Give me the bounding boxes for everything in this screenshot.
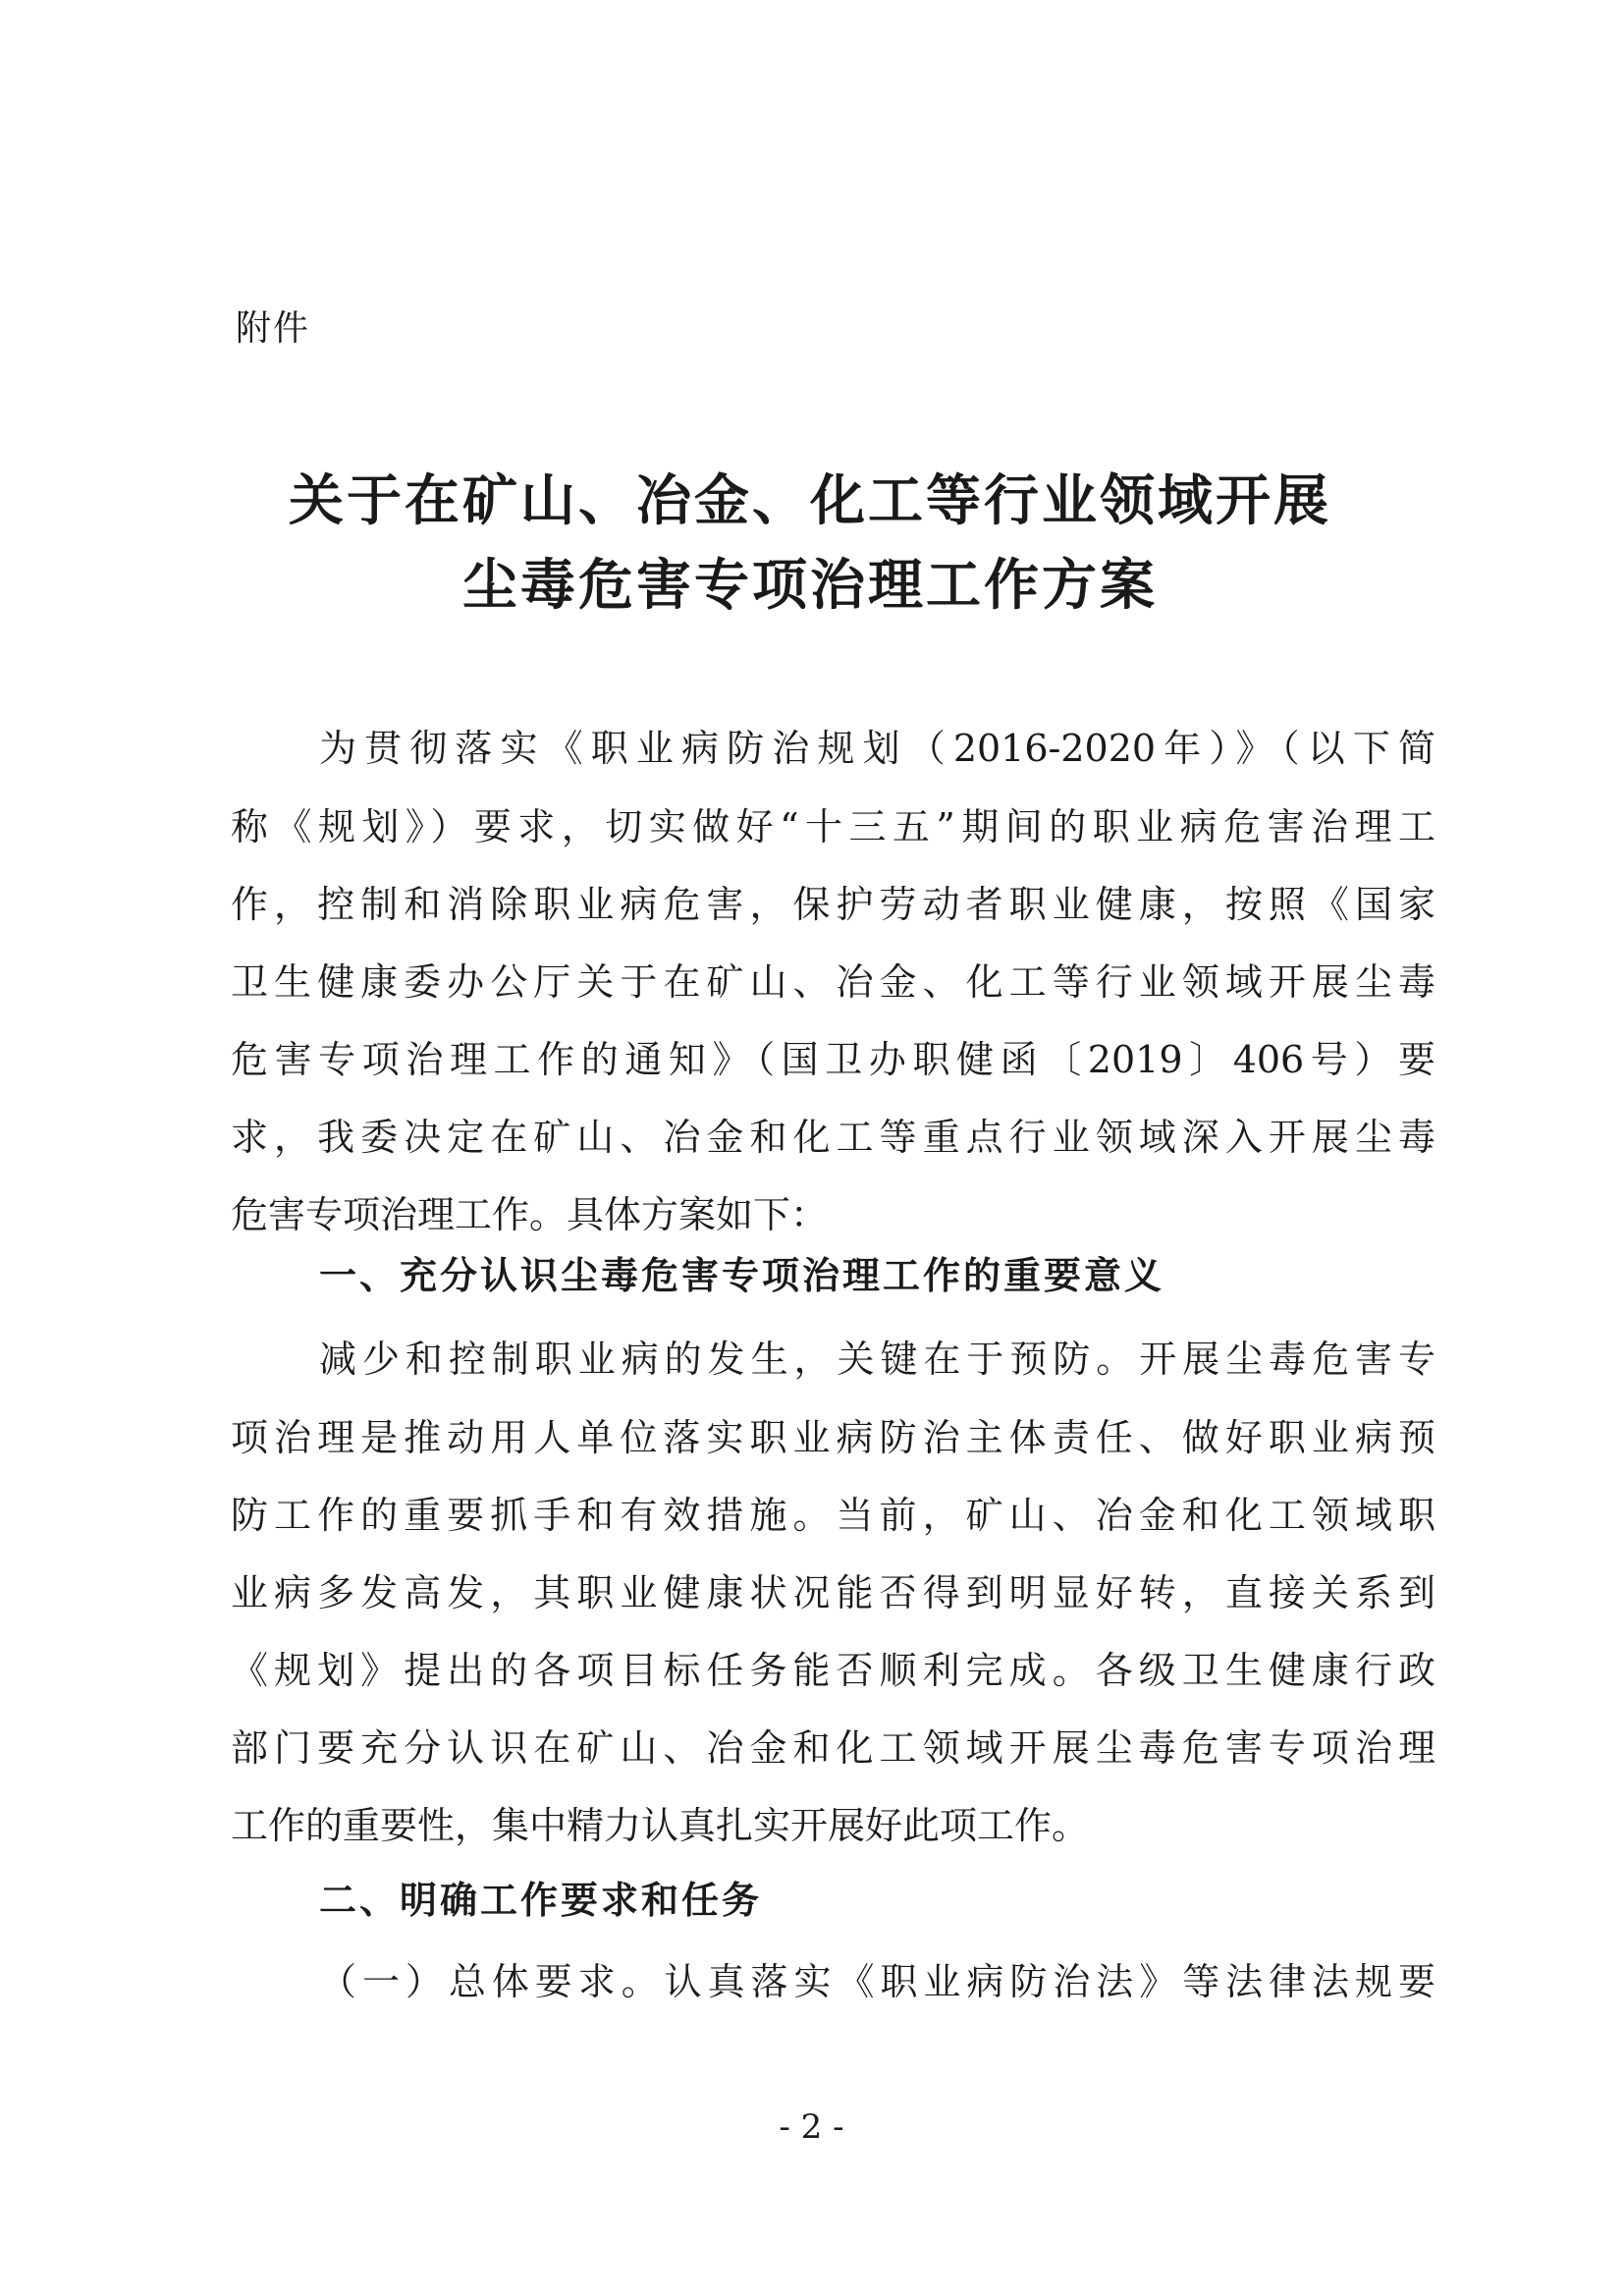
intro-line: 危害专项治理工作。具体方案如下： [231,1193,829,1236]
intro-line: 称《规划》）要求，切实做好“十三五”期间的职业病危害治理工 [231,805,1435,848]
intro-line: 危害专项治理工作的通知》（国卫办职健函〔2019〕406号）要 [231,1038,1435,1081]
section-1-line: 部门要充分认识在矿山、冶金和化工领域开展尘毒危害专项治理 [231,1726,1435,1770]
section-1-line: 工作的重要性，集中精力认真扎实开展好此项工作。 [231,1804,1090,1847]
section-1-line: 《规划》提出的各项目标任务能否顺利完成。各级卫生健康行政 [231,1649,1435,1692]
section-1-heading: 一、充分认识尘毒危害专项治理工作的重要意义 [319,1254,1165,1297]
attachment-label: 附件 [236,308,311,349]
section-1-line: 防工作的重要抓手和有效措施。当前，矿山、冶金和化工领域职 [231,1494,1435,1537]
page-number: - 2 - [779,2107,844,2147]
section-2-line: （一）总体要求。认真落实《职业病防治法》等法律法规要 [319,1960,1435,2003]
intro-line: 求，我委决定在矿山、冶金和化工等重点行业领域深入开展尘毒 [231,1116,1435,1159]
section-1-line: 业病多发高发，其职业健康状况能否得到明显好转，直接关系到 [231,1571,1435,1614]
section-1-line: 项治理是推动用人单位落实职业病防治主体责任、做好职业病预 [231,1416,1435,1459]
document-title-line-2: 尘毒危害专项治理工作方案 [462,553,1158,618]
section-1-line: 减少和控制职业病的发生，关键在于预防。开展尘毒危害专 [319,1338,1435,1381]
document-title-line-1: 关于在矿山、冶金、化工等行业领域开展 [289,468,1331,533]
intro-line: 为贯彻落实《职业病防治规划（2016-2020年）》（以下简 [319,727,1435,770]
intro-line: 作，控制和消除职业病危害，保护劳动者职业健康，按照《国家 [231,883,1435,926]
intro-line: 卫生健康委办公厅关于在矿山、冶金、化工等行业领域开展尘毒 [231,960,1435,1004]
section-2-heading: 二、明确工作要求和任务 [319,1879,763,1922]
